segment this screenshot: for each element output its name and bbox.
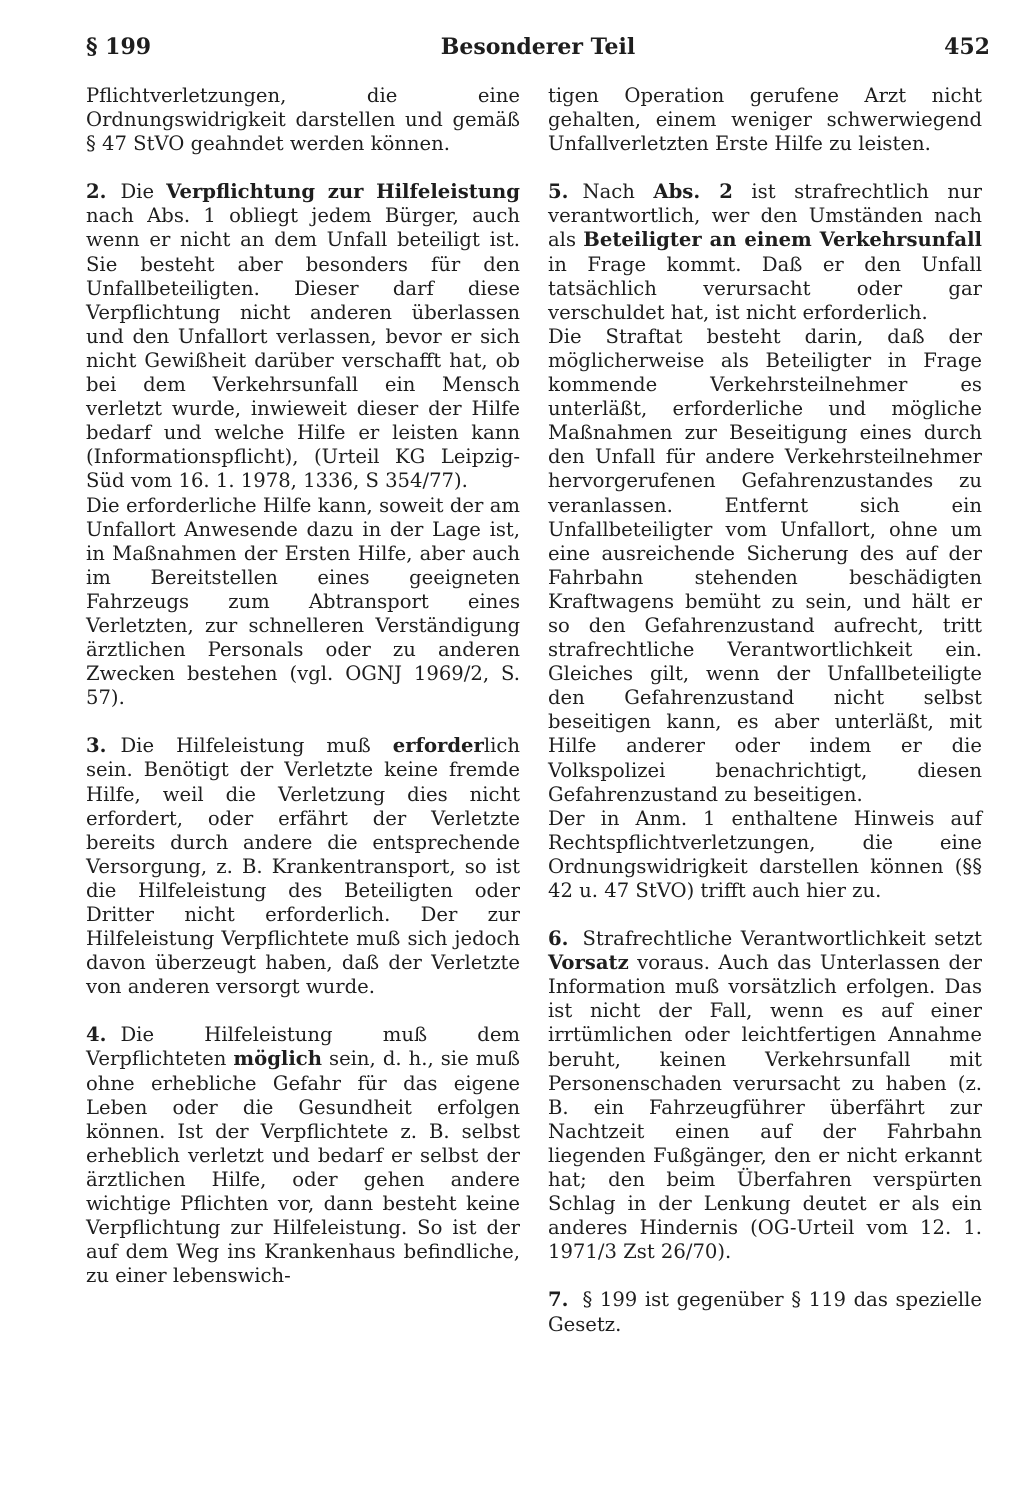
paragraph-number: 2. xyxy=(86,180,107,204)
page-header xyxy=(86,34,990,70)
paragraph-5 xyxy=(548,180,982,325)
text-run: Strafrechtliche Verantwortlichkeit setzt xyxy=(582,927,982,951)
emphasis: erforder xyxy=(392,734,484,758)
section-reference: § 199 xyxy=(86,34,152,60)
paragraph-2 xyxy=(86,180,520,493)
paragraph-number: 6. xyxy=(548,927,569,951)
emphasis: Verpflichtung zur Hilfeleistung xyxy=(166,180,520,204)
right-column xyxy=(548,84,982,1337)
text-run: lich sein. Benötigt der Verletzte keine fremde Hilfe, weil die Verletzung dies nicht erfordert, oder erfährt der Verletzte bereits durch andere die entsprechende Versorgung, z. B. Krankentransport, so ist die Hilfeleistung des Beteiligten oder Dritter nicht erforderlich. Der zur Hilfeleistung Verpflichtete muß sich jedoch davon überzeugt haben, daß der Verletzte von anderen versorgt wurde. xyxy=(86,734,520,999)
text-run: Die Hilfeleistung muß dem Verpflichteten xyxy=(86,1023,520,1071)
text-run: ist strafrechtlich nur verantwortlich, wer den Umständen nach als xyxy=(548,180,983,252)
paragraph-number: 5. xyxy=(548,180,569,204)
text-run: voraus. Auch das Unterlassen der Information muß vorsätzlich erfolgen. Das ist nicht der Fall, wenn es auf einer irrtümlichen oder leichtfertigen Annahme beruht, keinen Verkehrsunfall mit Personenschaden verursacht zu haben (z. B. ein Fahrzeugführer überfährt zur Nachtzeit einen auf der Fahrbahn liegenden Fußgänger, den er nicht erkannt hat; den beim Überfahren verspürten Schlag in der Lenkung deutet er als ein anderes Hindernis (OG-Urteil vom 12. 1. 1971/3 Zst 26/70). xyxy=(548,951,982,1264)
text-run: Nach xyxy=(582,180,654,204)
emphasis: Beteiligter an einem Verkehrsunfall xyxy=(583,228,982,252)
left-column xyxy=(86,84,520,1288)
paragraph-7 xyxy=(548,1288,982,1336)
paragraph-intro-right: tigen Operation gerufene Arzt nicht gehalten, einem weniger schwerwiegend Unfallverletzten Erste Hilfe zu leisten. xyxy=(548,84,982,156)
paragraph-4 xyxy=(86,1023,520,1288)
paragraph-number: 7. xyxy=(548,1288,569,1312)
paragraph-6 xyxy=(548,927,982,1264)
emphasis: Vorsatz xyxy=(548,951,629,975)
paragraph-2-continued: Die erforderliche Hilfe kann, soweit der am Unfallort Anwesende dazu in der Lage ist, in Maßnahmen der Ersten Hilfe, aber auch im Bereitstellen eines geeigneten Fahrzeugs zum Abtransport eines Verletzten, zur schnelleren Verständigung ärztlichen Personals oder zu anderen Zwecken bestehen (vgl. OGNJ 1969/2, S. 57). xyxy=(86,493,520,710)
text-run: § 199 ist gegenüber § 119 das spezielle Gesetz. xyxy=(548,1288,982,1336)
text-run: in Frage kommt. Daß er den Unfall tatsächlich verursacht oder gar verschuldet hat, ist nicht erforderlich. xyxy=(548,252,982,324)
paragraph-5-continued: Die Straftat besteht darin, daß der möglicherweise als Beteiligter in Frage kommende Verkehrsteilnehmer es unterläßt, erforderliche und mögliche Maßnahmen zur Beseitigung eines durch den Unfall für andere Verkehrsteilnehmer hervorgerufenen Gefahrenzustandes zu veranlassen. Entfernt sich ein Unfallbeteiligter vom Unfallort, ohne um eine ausreichende Sicherung des auf der Fahrbahn stehenden beschädigten Kraftwagens bemüht zu sein, und hält er so den Gefahrenzustand aufrecht, tritt strafrechtliche Verantwortlichkeit ein. Gleiches gilt, wenn der Unfallbeteiligte den Gefahrenzustand nicht selbst beseitigen kann, es aber unterläßt, mit Hilfe anderer oder indem er die Volkspolizei benachrichtigt, diesen Gefahrenzustand zu beseitigen. xyxy=(548,324,982,806)
text-run: Die Hilfeleistung muß xyxy=(120,734,393,758)
paragraph-3 xyxy=(86,734,520,999)
paragraph-number: 3. xyxy=(86,734,107,758)
paragraph-number: 4. xyxy=(86,1023,107,1047)
text-run: sein, d. h., sie muß ohne erhebliche Gefahr für das eigene Leben oder die Gesundheit erfolgen können. Ist der Verpflichtete z. B. selbst erheblich verletzt und bedarf er selbst der ärztlichen Hilfe, oder gehen andere wichtige Pflichten vor, dann besteht keine Verpflichtung zur Hilfeleistung. So ist der auf dem Weg ins Krankenhaus befindliche, zu einer lebenswich- xyxy=(86,1047,520,1288)
emphasis: Abs. 2 xyxy=(653,180,733,204)
paragraph-5-continued-2: Der in Anm. 1 enthaltene Hinweis auf Rechtspflichtverletzungen, die eine Ordnungswidrigkeit darstellen können (§§ 42 u. 47 StVO) trifft auch hier zu. xyxy=(548,806,982,902)
running-title: Besonderer Teil xyxy=(440,34,636,60)
paragraph-intro-left: Pflichtverletzungen, die eine Ordnungswidrigkeit darstellen und gemäß § 47 StVO geahndet werden können. xyxy=(86,84,520,156)
text-run: nach Abs. 1 obliegt jedem Bürger, auch wenn er nicht an dem Unfall beteiligt ist. Sie besteht aber besonders für den Unfallbeteiligten. Dieser darf diese Verpflichtung nicht anderen überlassen und den Unfallort verlassen, bevor er sich nicht Gewißheit darüber verschafft hat, ob bei dem Verkehrsunfall ein Mensch verletzt wurde, inwieweit dieser der Hilfe bedarf und welche Hilfe er leisten kann (Informationspflicht), (Urteil KG Leipzig-Süd vom 16. 1. 1978, 1336, S 354/77). xyxy=(86,204,520,493)
page-number: 452 xyxy=(944,34,990,60)
emphasis: möglich xyxy=(233,1047,322,1071)
text-run: Die xyxy=(120,180,167,204)
